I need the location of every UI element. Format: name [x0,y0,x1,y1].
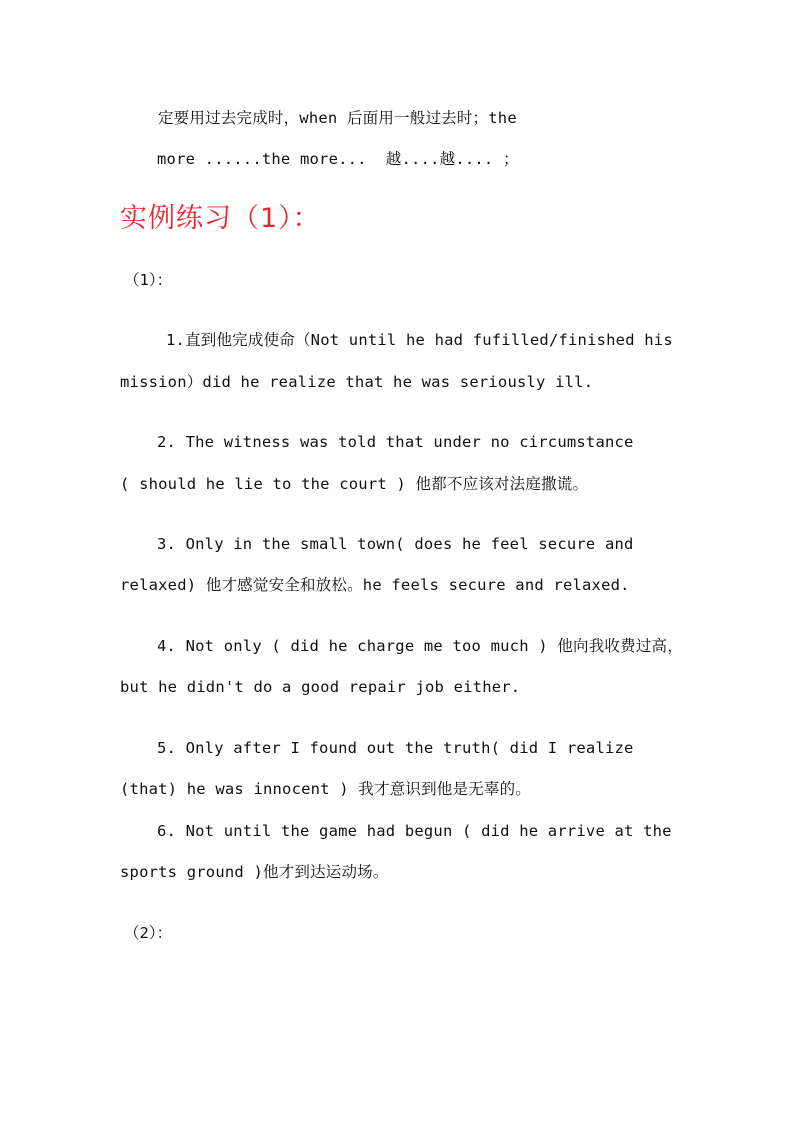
item-3-line-1: 3. Only in the small town( does he feel secure and [157,535,634,553]
item-5-line-2: (that) he was innocent ) 我才意识到他是无辜的。 [120,780,531,798]
item-4-line-2: but he didn't do a good repair job either. [120,678,521,696]
item-6-line-2: sports ground )他才到达运动场。 [120,863,389,881]
item-1-line-2: mission）did he realize that he was seriously ill. [120,373,594,391]
item-2-line-1: 2. The witness was told that under no circumstance [157,433,634,451]
item-3-line-2: relaxed) 他才感觉安全和放松。he feels secure and relaxed. [120,576,630,594]
item-1-line-1: 1.直到他完成使命（Not until he had fufilled/finished his [166,331,673,349]
item-6-line-1: 6. Not until the game had begun ( did he arrive at the [157,822,672,840]
intro-line-1: 定要用过去完成时，when 后面用一般过去时；the [158,109,517,127]
item-2-line-2: ( should he lie to the court ) 他都不应该对法庭撒谎。 [120,475,589,493]
item-4-line-1: 4. Not only ( did he charge me too much ) 他向我收费过高， [157,637,683,655]
part-2-label: （2）： [124,924,173,942]
intro-line-2: more ......the more... 越....越.... ； [157,150,519,168]
item-5-line-1: 5. Only after I found out the truth( did I realize [157,739,634,757]
part-1-label: （1）： [124,271,173,289]
section-title: 实例练习（1）： [120,203,321,234]
